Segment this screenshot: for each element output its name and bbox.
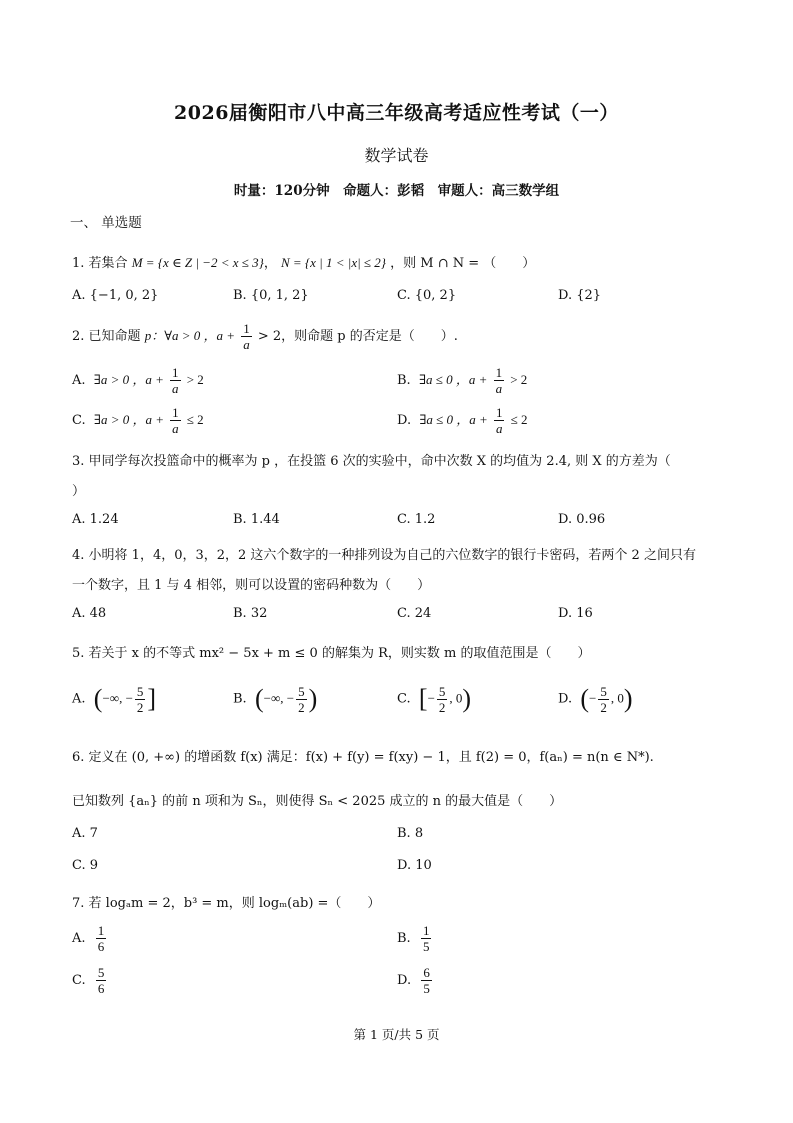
q6-option-a: A. 7 [72,826,98,841]
exam-subject: 数学试卷 [364,146,429,165]
q6-option-c: C. 9 [72,858,99,873]
question-7: 7. 若 logₐm = 2，b³ = m，则 logₘ(ab) =（ ） [72,896,381,911]
page-number: 第 1 页/共 5 页 [353,1027,440,1042]
q5-option-d: D. (− $\frac{5}{2}$ , 0) [558,683,633,715]
q1-option-a: A. {−1, 0, 2} [72,288,159,303]
question-1-suffix: ，则 M ∩ N = （ ） [390,256,536,271]
question-4-line-1: 4. 小明将 1，4，0，3，2，2 这六个数字的一种排列设为自己的六位数字的银行卡密码，若两个 2 之间只有 [72,548,696,563]
q4-option-d: D. 16 [558,606,593,621]
q7-option-c: C. $\frac{5}{6}$ [72,965,105,996]
q5-option-a: A. (−∞, − $\frac{5}{2}$ ] [72,683,157,715]
q4-option-c: C. 24 [397,606,432,621]
q4-option-b: B. 32 [233,606,268,621]
question-2 [72,322,458,351]
question-1: 1. 若集合 M = {x ∈ Z | −2 < x ≤ 3}， N = {x | 1 < |x| ≤ 2} ，则 M ∩ N = （ ） [72,255,536,271]
q2-option-b: B. ∃a ≤ 0 ，a + $\frac{1}{a}$ > 2 [397,365,528,396]
q3-option-d: D. 0.96 [558,512,606,527]
q2-option-d: D. ∃a ≤ 0 ，a + $\frac{1}{a}$ ≤ 2 [397,405,528,436]
q2-option-a: A. ∃a > 0 ，a + $\frac{1}{a}$ > 2 [72,365,204,396]
q1-option-c: C. {0, 2} [397,288,457,303]
question-1-set-n: N = {x | 1 < |x| ≤ 2} [280,255,386,270]
q6-option-b: B. 8 [397,826,424,841]
q3-option-b: B. 1.44 [233,512,280,527]
q2-option-c: C. ∃a > 0 ，a + $\frac{1}{a}$ ≤ 2 [72,405,204,436]
question-2-prefix: 2. 已知命题 [72,329,141,344]
q6-option-d: D. 10 [397,858,432,873]
q3-option-c: C. 1.2 [397,512,436,527]
question-2-suffix: > 2，则命题 p 的否定是（ ）. [257,329,458,344]
q5-option-c: C. [− $\frac{5}{2}$ , 0) [397,683,472,715]
question-5: 5. 若关于 x 的不等式 mx² − 5x + m ≤ 0 的解集为 R，则实数 m 的取值范围是（ ） [72,646,591,661]
question-4-line-2: 一个数字，且 1 与 4 相邻，则可以设置的密码种数为（ ） [72,578,431,593]
q1-option-b: B. {0, 1, 2} [233,288,309,303]
exam-meta: 时量：120分钟 命题人：彭韬 审题人：高三数学组 [233,183,560,199]
q4-option-a: A. 48 [72,606,107,621]
q5-option-b: B. (−∞, − $\frac{5}{2}$ ) [233,683,318,715]
question-3-line-1: 3. 甲同学每次投篮命中的概率为 p ，在投篮 6 次的实验中，命中次数 X 的均值为 2.4, 则 X 的方差为（ [72,454,671,469]
q7-option-d: D. $\frac{6}{5}$ [397,965,430,996]
question-1-prefix: 1. 若集合 [72,256,128,271]
question-3-line-2: ） [72,484,86,499]
question-6-line-1: 6. 定义在 (0, +∞) 的增函数 f(x) 满足：f(x) + f(y) = f(xy) − 1，且 f(2) = 0，f(aₙ) = n(n ∈ N*). [72,750,654,765]
question-2-mid: p：∀a > 0 ，a + [144,328,236,343]
question-2-fraction: $\frac{1}{a}$ [243,321,250,352]
q1-option-d: D. {2} [558,288,602,303]
q7-option-b: B. $\frac{1}{5}$ [397,923,430,954]
question-6-line-2: 已知数列 {aₙ} 的前 n 项和为 Sₙ，则使得 Sₙ < 2025 成立的 n 的最大值是（ ） [72,794,563,809]
q3-option-a: A. 1.24 [72,512,119,527]
question-1-set-m: M = {x ∈ Z | −2 < x ≤ 3} [131,255,264,270]
section-heading: 一、 单选题 [70,215,142,231]
q7-option-a: A. $\frac{1}{6}$ [72,923,105,954]
exam-title: 2026届衡阳市八中高三年级高考适应性考试（一） [174,102,619,124]
